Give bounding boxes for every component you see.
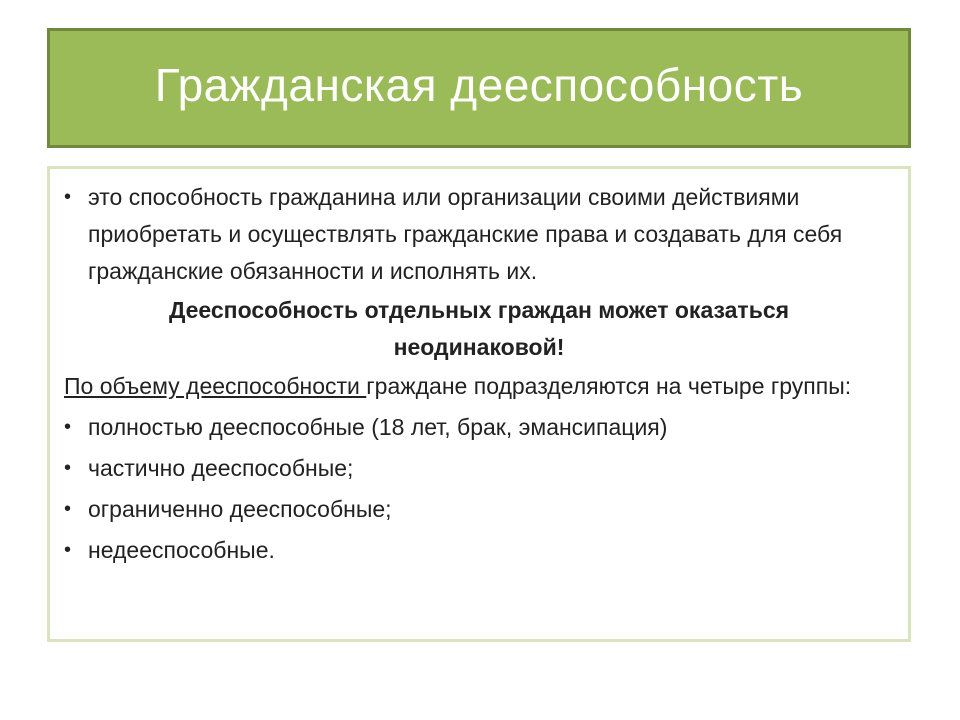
list-item <box>64 409 894 446</box>
bullet-icon: • <box>64 539 72 561</box>
groups-intro <box>64 368 894 405</box>
groups-intro-underlined: По объему дееспособности <box>64 373 367 399</box>
group-label: ограниченно дееспособные; <box>88 496 392 522</box>
group-label: полностью дееспособные (18 лет, брак, эмансипация) <box>88 414 668 440</box>
group-label: недееспособные. <box>88 537 275 563</box>
slide-title: Гражданская дееспособность <box>154 59 804 111</box>
definition-bullet <box>64 179 894 290</box>
group-label: частично дееспособные; <box>88 455 354 481</box>
bullet-icon: • <box>64 416 72 438</box>
list-item <box>64 491 894 528</box>
bullet-icon: • <box>64 457 72 479</box>
emphasis-text: Дееспособность отдельных граждан может оказаться неодинаковой! <box>168 297 790 360</box>
list-item <box>64 532 894 569</box>
bullet-icon: • <box>64 498 72 520</box>
bullet-icon: • <box>64 186 72 208</box>
groups-intro-rest: граждане подразделяются на четыре группы: <box>366 373 852 399</box>
definition-text: это способность гражданина или организации своими действиями приобретать и осуществлять гражданские права и создавать для себя гражданские обязанности и исполнять их. <box>88 184 843 284</box>
title-banner <box>47 28 911 148</box>
list-item <box>64 450 894 487</box>
content-panel <box>47 166 911 642</box>
